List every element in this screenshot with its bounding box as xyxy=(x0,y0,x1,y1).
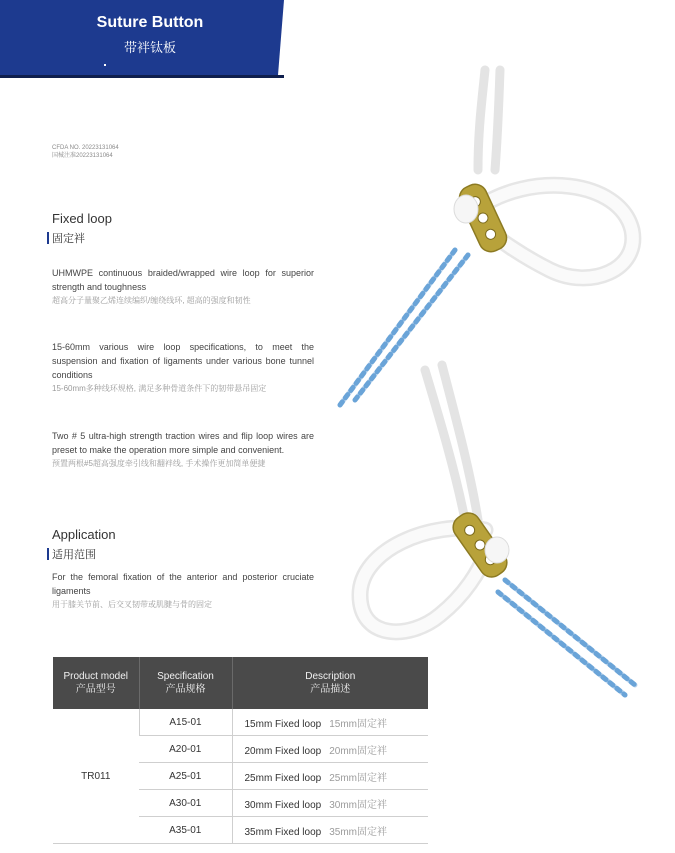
desc-cn: 35mm固定袢 xyxy=(329,826,387,838)
application-en: For the femoral fixation of the anterior and posterior cruciate ligaments xyxy=(52,572,314,596)
desc-cn: 20mm固定袢 xyxy=(329,745,387,757)
page-title: Suture Button xyxy=(96,14,204,31)
suture-button-bottom xyxy=(360,365,635,695)
col-header-model xyxy=(53,657,139,709)
application-cn: 用于膝关节前、后交叉韧带或肌腱与骨的固定 xyxy=(52,600,212,609)
desc-cn: 25mm固定袢 xyxy=(329,772,387,784)
feature-cn: 超高分子量聚乙烯连续编织/缠绕线环, 超高的强度和韧性 xyxy=(52,296,251,305)
desc-en: 15mm Fixed loop xyxy=(244,718,322,730)
suture-button-top xyxy=(340,70,633,405)
desc-cn: 15mm固定袢 xyxy=(329,718,387,730)
col-header-en: Description xyxy=(305,671,356,682)
feature-en: Two # 5 ultra-high strength traction wires and flip loop wires are preset to make the operation more simple and convenient. xyxy=(52,431,314,455)
header-banner xyxy=(0,0,278,75)
spec-cell: A25-01 xyxy=(139,763,232,790)
spec-cell: A30-01 xyxy=(139,790,232,817)
spec-cell: A20-01 xyxy=(139,736,232,763)
spec-cell: A15-01 xyxy=(139,709,232,736)
header-dot xyxy=(104,64,106,66)
desc-cell xyxy=(232,709,428,736)
application-title: Application xyxy=(52,527,116,542)
product-table xyxy=(53,657,428,844)
header-shadow xyxy=(0,75,284,78)
cfda-registration xyxy=(52,144,119,160)
desc-cell xyxy=(232,790,428,817)
application-marker xyxy=(47,548,49,560)
fixed-loop-subtitle: 固定袢 xyxy=(52,233,85,245)
feature-paragraph-2 xyxy=(52,340,314,396)
table-row xyxy=(53,709,428,736)
feature-cn: 预置两根#5超高强度牵引线和翻袢线, 手术操作更加简单便捷 xyxy=(52,459,266,468)
feature-en: UHMWPE continuous braided/wrapped wire loop for superior strength and toughness xyxy=(52,268,314,292)
col-header-cn: 产品型号 xyxy=(75,684,116,695)
feature-en: 15-60mm various wire loop specifications, to meet the suspension and fixation of ligaments under various bone tunnel conditions xyxy=(52,342,314,380)
desc-cell xyxy=(232,817,428,844)
feature-paragraph-1 xyxy=(52,266,314,308)
col-header-en: Specification xyxy=(157,671,214,682)
desc-en: 25mm Fixed loop xyxy=(244,772,322,784)
application-subtitle: 适用范围 xyxy=(52,549,96,561)
spec-cell: A35-01 xyxy=(139,817,232,844)
table-header-row xyxy=(53,657,428,709)
fixed-loop-title: Fixed loop xyxy=(52,211,112,226)
cfda-line-en: CFDA NO. 20223131064 xyxy=(52,145,119,151)
col-header-cn: 产品规格 xyxy=(165,684,206,695)
feature-paragraph-3 xyxy=(52,429,314,471)
col-header-en: Product model xyxy=(63,671,128,682)
cfda-line-cn: 国械注准20223131064 xyxy=(52,153,113,159)
desc-en: 35mm Fixed loop xyxy=(244,826,322,838)
model-cell: TR011 xyxy=(53,709,139,844)
desc-cell xyxy=(232,736,428,763)
fixed-loop-marker xyxy=(47,232,49,244)
desc-cell xyxy=(232,763,428,790)
col-header-spec xyxy=(139,657,232,709)
col-header-desc xyxy=(232,657,428,709)
feature-cn: 15-60mm多种线环规格, 满足多种骨道条件下的韧带悬吊固定 xyxy=(52,384,267,393)
page-subtitle: 带袢钛板 xyxy=(123,40,176,55)
col-header-cn: 产品描述 xyxy=(310,684,351,695)
desc-en: 20mm Fixed loop xyxy=(244,745,322,757)
application-paragraph xyxy=(52,570,314,612)
desc-cn: 30mm固定袢 xyxy=(329,799,387,811)
desc-en: 30mm Fixed loop xyxy=(244,799,322,811)
